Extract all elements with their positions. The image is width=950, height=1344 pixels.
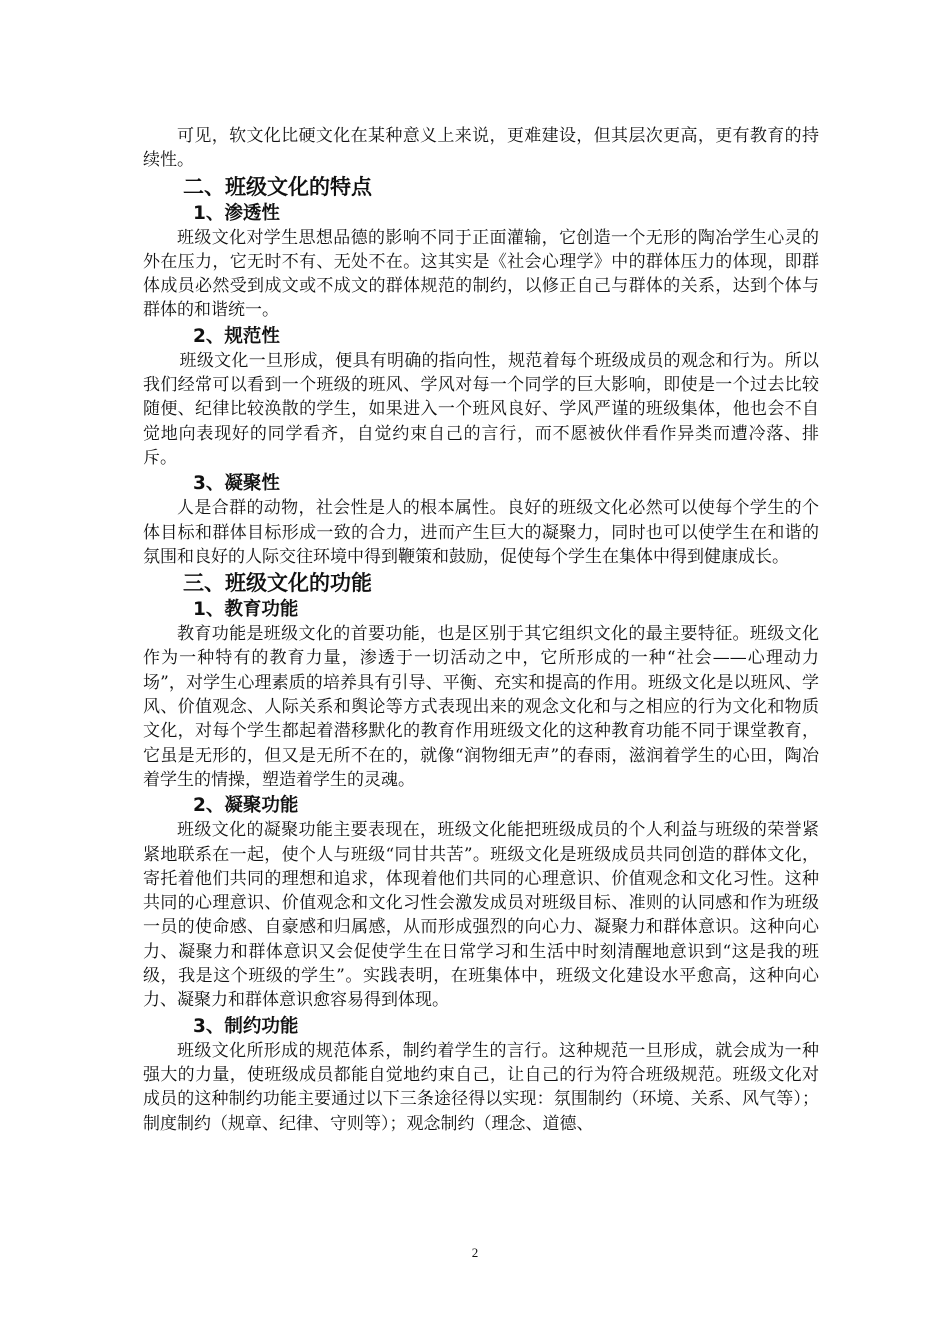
section-heading-features: 二、班级文化的特点 xyxy=(183,174,372,199)
document-body xyxy=(143,124,819,1136)
paragraph-cohesion-function: 班级文化的凝聚功能主要表现在，班级文化能把班级成员的个人利益与班级的荣誉紧紧地联系在一起，使个人与班级“同甘共苦”。班级文化是班级成员共同创造的群体文化，寄托着他们共同的理想和追求，体现着他们共同的心理意识、价值观念和文化习性。这种共同的心理意识、价值观念和文化习性会激发成员对班级目标、准则的认同感和作为班级一员的使命感、自豪感和归属感，从而形成强烈的向心力、凝聚力和群体意识。这种向心力、凝聚力和群体意识又会促使学生在日常学习和生活中时刻清醒地意识到“这是我的班级，我是这个班级的学生”。实践表明，在班集体中，班级文化建设水平愈高，这种向心力、凝聚力和群体意识愈容易得到体现。 xyxy=(143,820,819,1011)
subheading-cohesiveness: 3、凝聚性 xyxy=(193,473,280,495)
subheading-cohesion-function: 2、凝聚功能 xyxy=(193,795,299,817)
subheading-constraint-function: 3、制约功能 xyxy=(193,1015,299,1037)
paragraph-normativity: 班级文化一旦形成，便具有明确的指向性，规范着每个班级成员的观念和行为。所以我们经常可以看到一个班级的班风、学风对每一个同学的巨大影响，即使是一个过去比较随便、纪律比较涣散的学生，如果进入一个班风良好、学风严谨的班级集体，他也会不自觉地向表现好的同学看齐，自觉约束自己的言行，而不愿被伙伴看作异类而遭冷落、排斥。 xyxy=(143,350,819,468)
paragraph-permeability: 班级文化对学生思想品德的影响不同于正面灌输，它创造一个无形的陶冶学生心灵的外在压力，它无时不有、无处不在。这其实是《社会心理学》中的群体压力的体现，即群体成员必然受到成文或不成文的群体规范的制约，以修正自己与群体的关系，达到个体与群体的和谐统一。 xyxy=(143,227,819,321)
subheading-normativity: 2、规范性 xyxy=(193,325,280,347)
page-number: 2 xyxy=(471,1245,479,1260)
section-heading-functions: 三、班级文化的功能 xyxy=(183,571,372,596)
intro-paragraph: 可见，软文化比硬文化在某种意义上来说，更难建设，但其层次更高，更有教育的持续性。 xyxy=(143,126,819,171)
paragraph-education-function: 教育功能是班级文化的首要功能，也是区别于其它组织文化的最主要特征。班级文化作为一种特有的教育力量，渗透于一切活动之中，它所形成的一种“社会——心理动力场”，对学生心理素质的培养具有引导、平衡、充实和提高的作用。班级文化是以班风、学风、价值观念、人际关系和舆论等方式表现出来的观念文化和与之相应的行为文化和物质文化，对每个学生都起着潜移默化的教育作用班级文化的这种教育功能不同于课堂教育，它虽是无形的，但又是无所不在的，就像“润物细无声”的春雨，滋润着学生的心田，陶冶着学生的情操，塑造着学生的灵魂。 xyxy=(143,624,819,790)
subheading-permeability: 1、渗透性 xyxy=(193,202,280,224)
paragraph-cohesiveness: 人是合群的动物，社会性是人的根本属性。良好的班级文化必然可以使每个学生的个体目标和群体目标形成一致的合力，进而产生巨大的凝聚力，同时也可以使学生在和谐的氛围和良好的人际交往环境中得到鞭策和鼓励，促使每个学生在集体中得到健康成长。 xyxy=(143,498,819,567)
paragraph-constraint-function: 班级文化所形成的规范体系，制约着学生的言行。这种规范一旦形成，就会成为一种强大的力量，使班级成员都能自觉地约束自己，让自己的行为符合班级规范。班级文化对成员的这种制约功能主要通过以下三条途径得以实现：氛围制约（环境、关系、风气等）；制度制约（规章、纪律、守则等）；观念制约（理念、道德、 xyxy=(143,1040,819,1134)
subheading-education-function: 1、教育功能 xyxy=(193,599,299,621)
